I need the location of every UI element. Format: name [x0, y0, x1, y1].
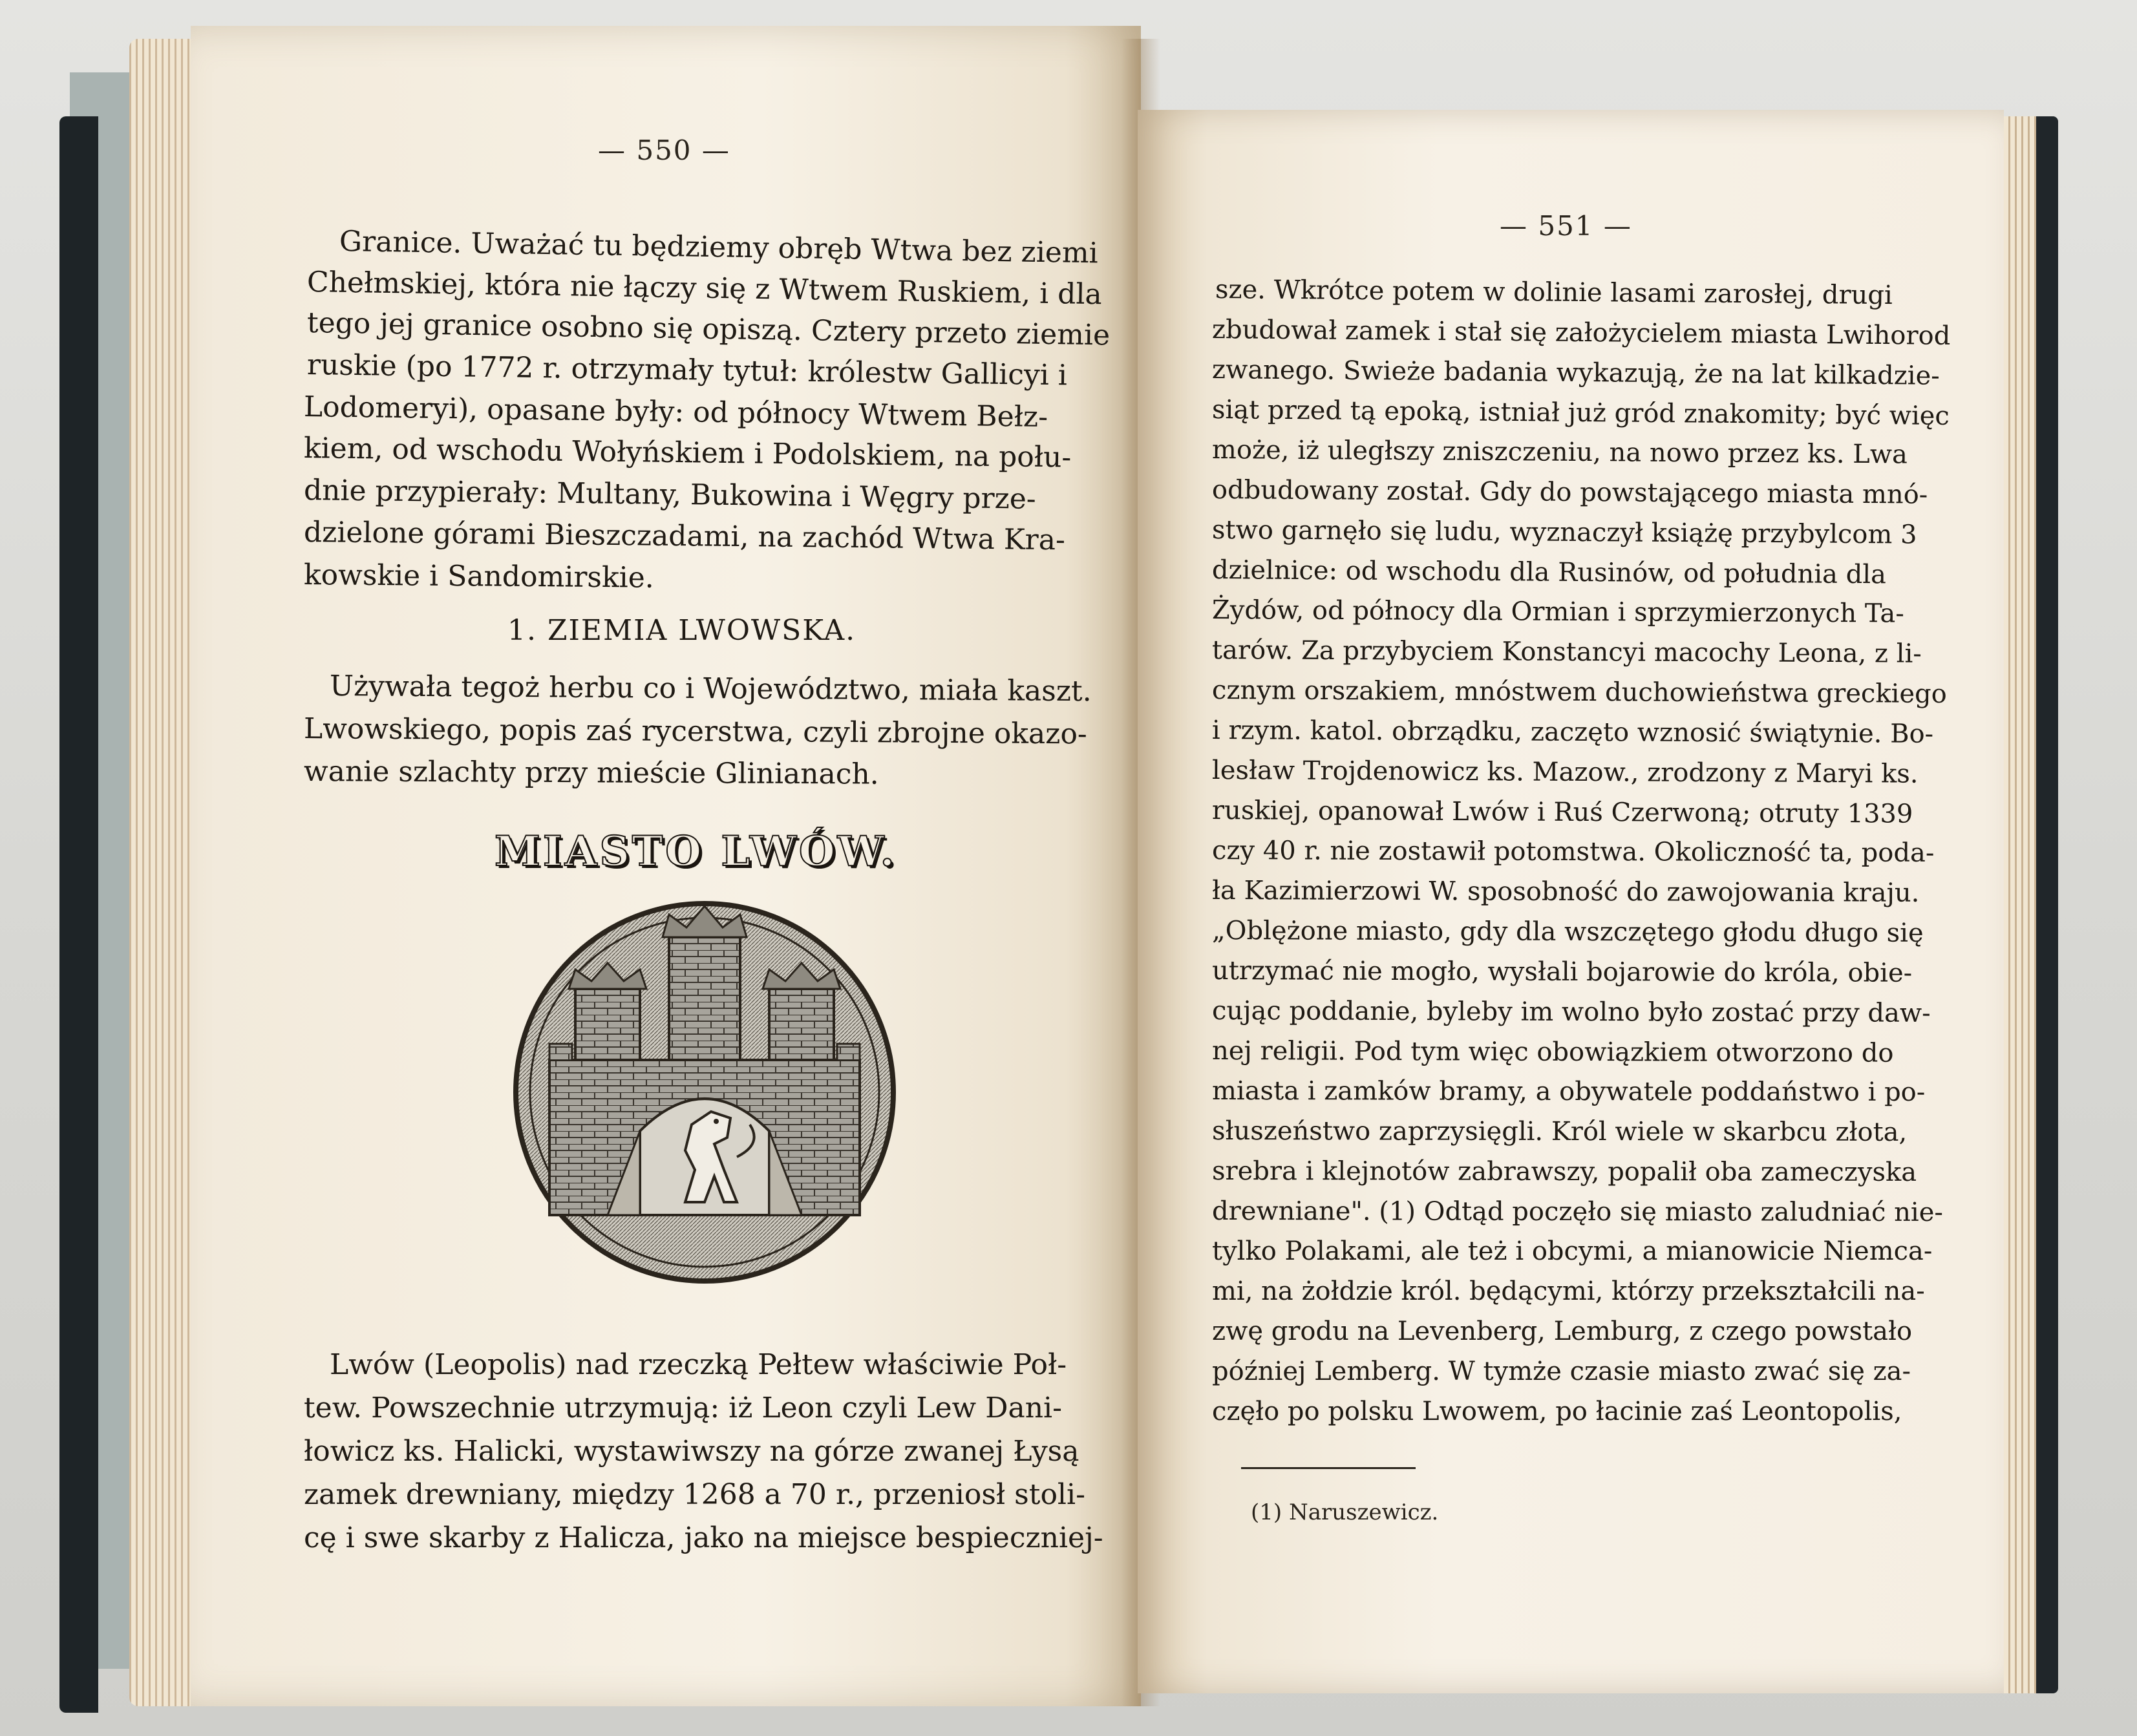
text-line: stwo garnęło się ludu, wyznaczył książę przybylcom 3 [1211, 515, 1917, 550]
text-line: dzielone górami Bieszczadami, na zachód Wtwa Kra- [303, 516, 1066, 557]
text-line: cę i swe skarby z Halicza, jako na miejsce bespieczniej- [304, 1521, 1103, 1554]
footnote: (1) Naruszewicz. [1251, 1499, 1439, 1525]
text-line: lesław Trojdenowicz ks. Mazow., zrodzony z Maryi ks. [1211, 756, 1919, 789]
text-line: Lodomeryi), opasane były: od północy Wtwem Bełz- [303, 390, 1048, 434]
text-line: tylko Polakami, ale też i obcymi, a mianowicie Niemca- [1212, 1236, 1933, 1266]
text-line: „Oblężone miasto, gdy dla wszczętego głodu długo się [1211, 916, 1924, 948]
text-line: Granice. Uważać tu będziemy obręb Wtwa bez ziemi [339, 225, 1099, 270]
text-line: srebra i klejnotów zabrawszy, popalił oba zameczyska [1211, 1156, 1917, 1187]
text-line: Chełmskiej, która nie łączy się z Wtwem Ruskiem, i dla [306, 266, 1103, 312]
text-line: cując poddanie, byleby im wolno było zostać przy daw- [1211, 996, 1931, 1028]
text-line: zwę grodu na Levenberg, Lemburg, z czego powstało [1212, 1317, 1913, 1346]
book-spine-left [59, 116, 98, 1713]
text-line: mi, na żołdzie król. będącymi, którzy przekształcili na- [1212, 1276, 1925, 1306]
text-line: słuszeństwo zaprzysięgli. Król wiele w skarbcu złota, [1211, 1116, 1908, 1147]
text-line: później Lemberg. W tymże czasie miasto zwać się za- [1212, 1357, 1911, 1386]
page-number-left: — 550 — [598, 134, 730, 166]
text-line: zamek drewniany, między 1268 a 70 r., przeniosł stoli- [304, 1478, 1085, 1511]
text-line: miasta i zamków bramy, a obywatele poddaństwo i po- [1211, 1076, 1926, 1107]
text-line: tego jej granice osobno się opiszą. Cztery przeto ziemie [306, 306, 1111, 352]
text-line: łowicz ks. Halicki, wystawiwszy na górze zwanej Łysą [304, 1435, 1079, 1468]
text-line: drewniane". (1) Odtąd poczęło się miasto zaludniać nie- [1211, 1196, 1943, 1227]
text-line: nej religii. Pod tym więc obowiązkiem otworzono do [1211, 1036, 1894, 1068]
page-number-right: — 551 — [1500, 210, 1632, 242]
city-title: MIASTO LWÓW. [494, 827, 897, 876]
text-line: Żydów, od północy dla Ormian i sprzymierzonych Ta- [1211, 595, 1904, 629]
text-line: cznym orszakiem, mnóstwem duchowieństwa greckiego [1211, 675, 1947, 709]
text-line: Lwowskiego, popis zaś rycerstwa, czyli zbrojne okazo- [303, 712, 1087, 751]
text-line: siąt przed tą epoką, istniał już gród znakomity; być więc [1211, 395, 1950, 431]
footnote-divider [1241, 1467, 1416, 1469]
text-line: wanie szlachty przy mieście Glinianach. [303, 755, 879, 791]
text-line: ruskie (po 1772 r. otrzymały tytuł: królestw Gallicyi i [306, 348, 1068, 392]
text-line: zwanego. Swieże badania wykazują, że na lat kilkadzie- [1211, 355, 1940, 391]
text-line: tarów. Za przybyciem Konstancyi macochy Leona, z li- [1211, 635, 1922, 669]
right-page [1138, 110, 2004, 1693]
text-line: odbudowany został. Gdy do powstającego miasta mnó- [1211, 475, 1928, 510]
text-line: Używała tegoż herbu co i Województwo, miała kaszt. [329, 670, 1092, 708]
text-line: sze. Wkrótce potem w dolinie lasami zarosłej, drugi [1215, 275, 1893, 311]
text-line: i rzym. katol. obrządku, zaczęto wznosić świątynie. Bo- [1211, 715, 1934, 749]
text-line: dzielnice: od wschodu dla Rusinów, od południa dla [1211, 555, 1887, 590]
text-line: kowskie i Sandomirskie. [303, 558, 654, 595]
text-line: czy 40 r. nie zostawił potomstwa. Okoliczność ta, poda- [1211, 836, 1935, 868]
text-line: ruskiej, opanował Lwów i Ruś Czerwoną; otruty 1339 [1211, 796, 1913, 829]
text-line: ła Kazimierzowi W. sposobność do zawojowania kraju. [1211, 876, 1920, 908]
lwow-coat-of-arms-icon [511, 898, 898, 1286]
text-line: częło po polsku Lwowem, po łacinie zaś Leontopolis, [1212, 1397, 1902, 1426]
left-page [191, 26, 1141, 1706]
text-line: dnie przypierały: Multany, Bukowina i Węgry prze- [303, 474, 1037, 516]
section-heading: 1. ZIEMIA LWOWSKA. [507, 614, 856, 647]
text-line: może, iż uległszy zniszczeniu, na nowo przez ks. Lwa [1211, 435, 1908, 470]
text-line: Lwów (Leopolis) nad rzeczką Pełtew właściwie Poł- [330, 1348, 1067, 1381]
text-line: zbudował zamek i stał się założycielem miasta Lwihorod [1211, 315, 1951, 351]
text-line: tew. Powszechnie utrzymują: iż Leon czyli Lew Dani- [304, 1392, 1062, 1424]
text-line: kiem, od wschodu Wołyńskiem i Podolskiem, na połu- [303, 432, 1072, 474]
text-line: utrzymać nie mogło, wysłali bojarowie do króla, obie- [1211, 956, 1913, 988]
